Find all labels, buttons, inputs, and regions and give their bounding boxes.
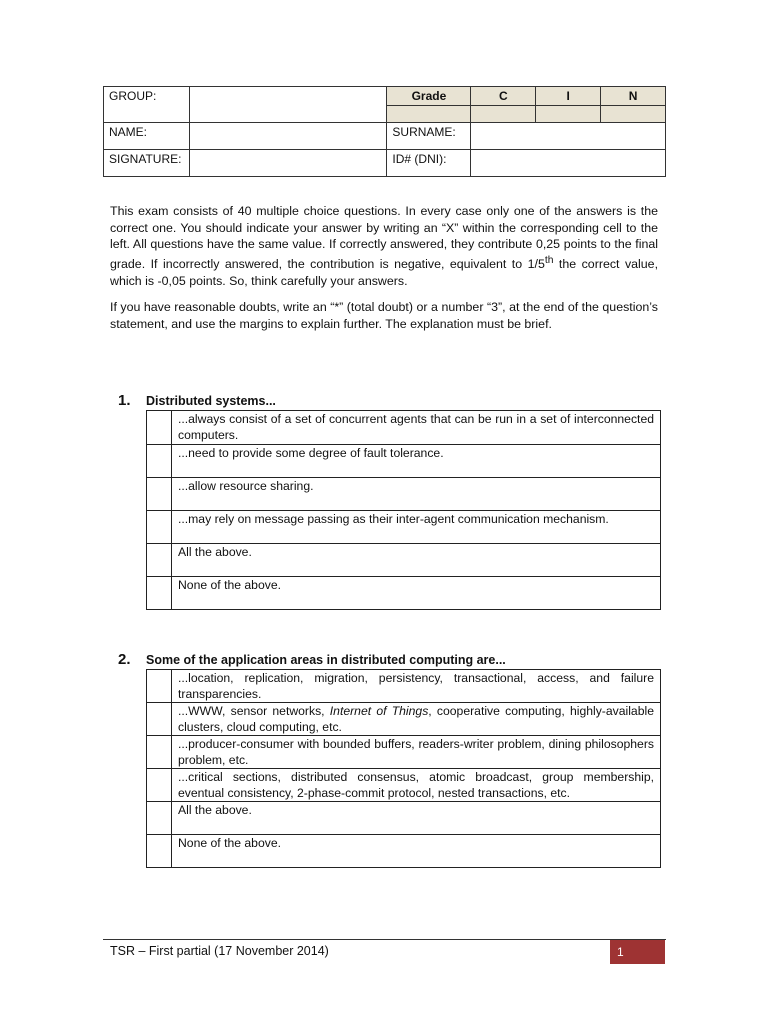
answer-text: ...producer-consumer with bounded buffers, readers-writer problem, dining philosophers problem, etc.: [172, 736, 661, 769]
answer-row: [147, 544, 661, 577]
group-field[interactable]: [189, 87, 386, 123]
answer-row: [147, 478, 661, 511]
answer-text: ...always consist of a set of concurrent agents that can be run in a set of interconnected computers.: [172, 411, 661, 445]
answer-row: [147, 411, 661, 445]
footer-text: TSR – First partial (17 November 2014): [110, 944, 329, 958]
answer-text: All the above.: [172, 802, 661, 835]
answer-text: ...WWW, sensor networks, Internet of Things, cooperative computing, highly-available clusters, cloud computing, etc.: [172, 703, 661, 736]
answer-row: [147, 670, 661, 703]
question-title: Distributed systems...: [146, 394, 276, 408]
question-1-answers: [146, 410, 661, 610]
answer-checkbox[interactable]: [147, 445, 172, 478]
answer-row: [147, 802, 661, 835]
question-title: Some of the application areas in distributed computing are...: [146, 653, 506, 667]
instructions-text-b: the correct value, which is -0,05 points. So, think carefully your answers.: [110, 256, 659, 288]
answer-checkbox[interactable]: [147, 769, 172, 802]
student-info-table: [103, 86, 666, 177]
grade-i-cell: [536, 106, 601, 123]
answer-checkbox[interactable]: [147, 577, 172, 610]
answer-row: [147, 703, 661, 736]
answer-checkbox[interactable]: [147, 411, 172, 445]
answer-row: [147, 577, 661, 610]
page-number-badge: 1: [610, 940, 665, 964]
instructions-text-a: This exam consists of 40 multiple choice questions. In every case only one of the answers is the correct one. You should indicate your answer by writing an “X” within the corresponding cell to the left. All questions have the same value. If correctly answered, they contribute 0,25 points to the final grade. If incorrectly answered, the contribution is negative, equivalent to 1/5: [110, 204, 658, 271]
grade-c-cell: [471, 106, 536, 123]
question-number: 1.: [118, 392, 131, 409]
answer-checkbox[interactable]: [147, 511, 172, 544]
group-label: GROUP:: [104, 87, 190, 123]
answer-row: [147, 769, 661, 802]
surname-label: SURNAME:: [387, 123, 471, 150]
answer-text: ...allow resource sharing.: [172, 478, 661, 511]
instructions-paragraph-2: If you have reasonable doubts, write an “*” (total doubt) or a number “3”, at the end of the question’s statement, and use the margins to explain further. The explanation must be brief.: [110, 300, 658, 331]
instructions-paragraph-1: [110, 203, 658, 289]
name-field[interactable]: [189, 123, 386, 150]
question-number: 2.: [118, 651, 131, 668]
answer-text: ...may rely on message passing as their inter-agent communication mechanism.: [172, 511, 661, 544]
question-2-heading: [118, 651, 506, 668]
footer-divider: [103, 939, 666, 940]
answer-text: ...critical sections, distributed consensus, atomic broadcast, group membership, eventual consistency, 2-phase-commit protocol, nested transactions, etc.: [172, 769, 661, 802]
answer-text: None of the above.: [172, 577, 661, 610]
grade-col-n: N: [601, 87, 666, 106]
answer-checkbox[interactable]: [147, 802, 172, 835]
grade-value-cell: [387, 106, 471, 123]
answer-checkbox[interactable]: [147, 703, 172, 736]
answer-text: All the above.: [172, 544, 661, 577]
signature-field[interactable]: [189, 150, 386, 177]
answer-text: ...location, replication, migration, persistency, transactional, access, and failure transparencies.: [172, 670, 661, 703]
answer-row: [147, 511, 661, 544]
grade-label: Grade: [387, 87, 471, 106]
answer-checkbox[interactable]: [147, 736, 172, 769]
surname-field[interactable]: [471, 123, 666, 150]
answer-row: [147, 445, 661, 478]
id-field[interactable]: [471, 150, 666, 177]
instructions-sup: th: [544, 254, 554, 266]
question-1-heading: [118, 392, 276, 409]
name-label: NAME:: [104, 123, 190, 150]
question-2-answers: [146, 669, 661, 868]
id-label: ID# (DNI):: [387, 150, 471, 177]
answer-checkbox[interactable]: [147, 835, 172, 868]
instructions: [110, 203, 658, 342]
signature-label: SIGNATURE:: [104, 150, 190, 177]
grade-col-i: I: [536, 87, 601, 106]
answer-checkbox[interactable]: [147, 670, 172, 703]
answer-text: ...need to provide some degree of fault tolerance.: [172, 445, 661, 478]
answer-text: None of the above.: [172, 835, 661, 868]
grade-n-cell: [601, 106, 666, 123]
answer-row: [147, 835, 661, 868]
answer-checkbox[interactable]: [147, 478, 172, 511]
iot-term: Internet of Things: [329, 704, 429, 718]
answer-checkbox[interactable]: [147, 544, 172, 577]
answer-row: [147, 736, 661, 769]
grade-col-c: C: [471, 87, 536, 106]
